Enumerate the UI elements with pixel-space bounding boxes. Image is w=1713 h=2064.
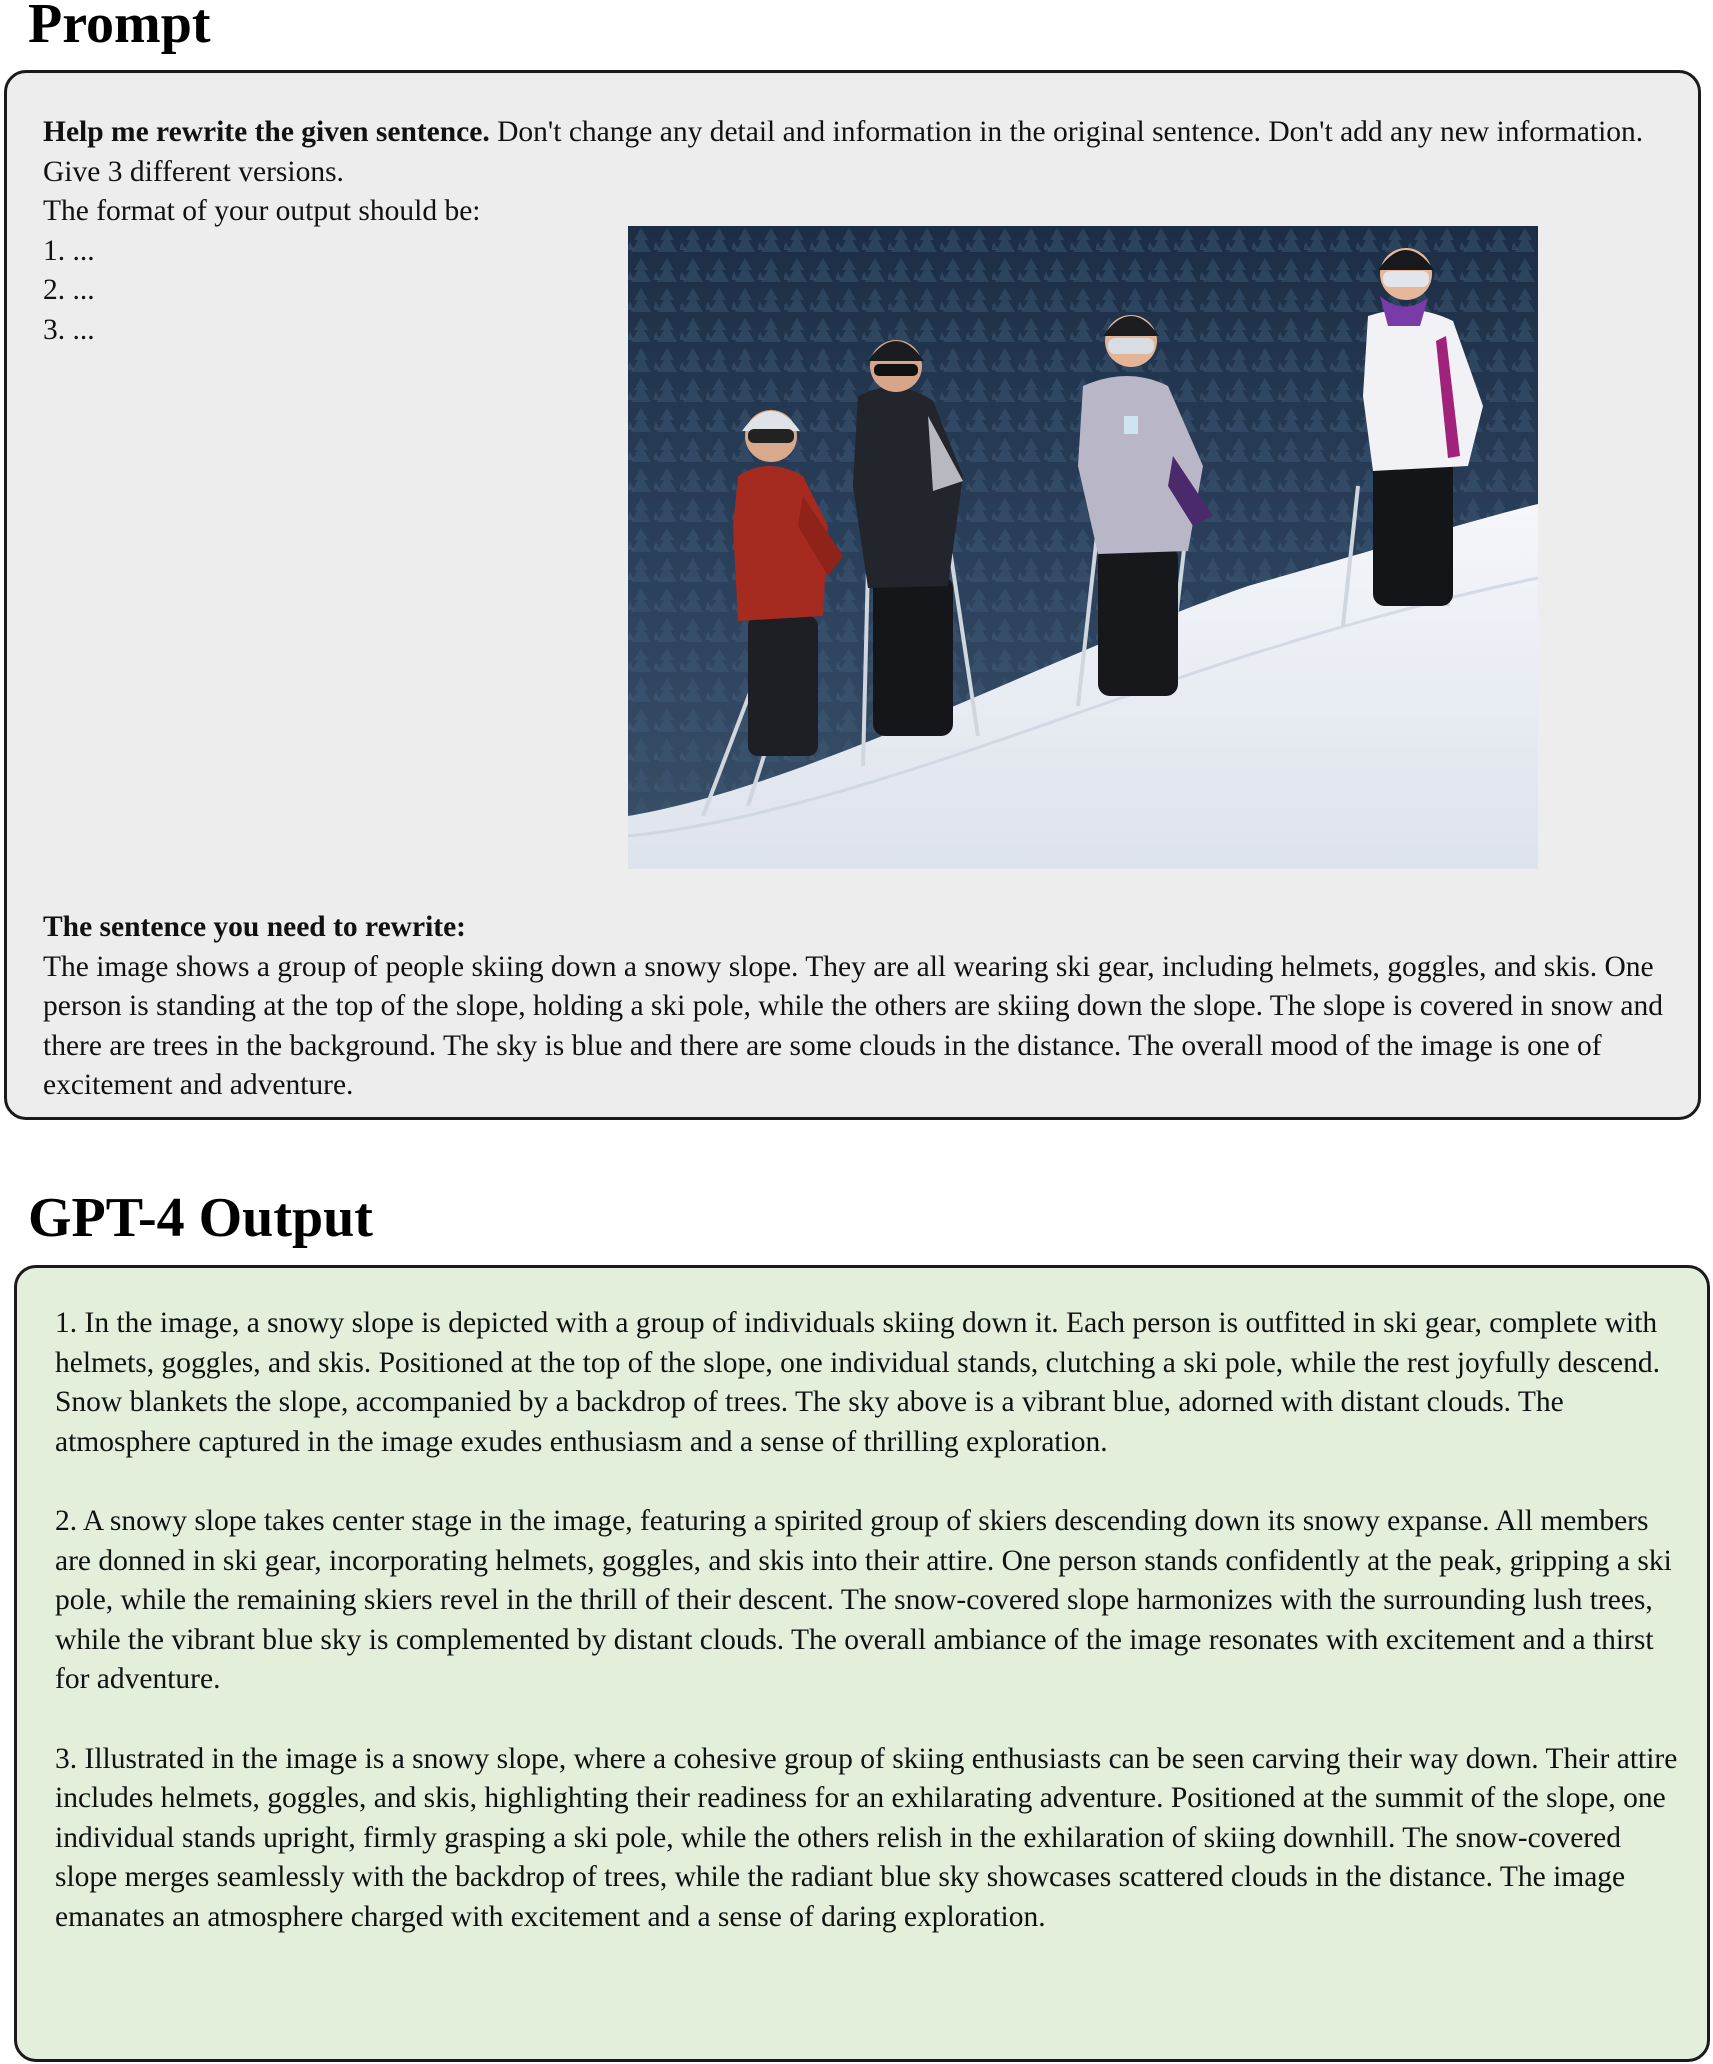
instruction-text [43, 113, 1683, 192]
sentence-label: The sentence you need to rewrite: [43, 911, 467, 943]
instruction-rest: Don't change any detail and information in the original sentence. Don't add any new information. Give 3 different versions. [43, 116, 1644, 188]
output-panel [14, 1265, 1710, 2062]
skiers-photo [628, 226, 1538, 869]
output-version-2: 2. A snowy slope takes center stage in the image, featuring a spirited group of skiers descending down its snowy expanse. All members are donned in ski gear, incorporating helmets, goggles, and skis into their attire. One person stands confidently at the peak, gripping a ski pole, while the remaining skiers revel in the thrill of their descent. The snow-covered slope harmonizes with the surrounding lush trees, while the vibrant blue sky is complemented by distant clouds. The overall ambiance of the image resonates with excitement and a thirst for adventure. [55, 1504, 1672, 1696]
format-item: 1. ... [43, 234, 95, 267]
format-item: 3. ... [43, 313, 95, 346]
sentence-text: The image shows a group of people skiing down a snowy slope. They are all wearing ski gear, including helmets, goggles, and skis. One person is standing at the top of the slope, holding a ski pole, while the others are skiing down the slope. The slope is covered in snow and there are trees in the background. The sky is blue and there are some clouds in the distance. The overall mood of the image is one of excitement and adventure. [43, 950, 1664, 1102]
format-line: The format of your output should be: [43, 195, 481, 228]
instruction-bold: Help me rewrite the given sentence. [43, 116, 490, 148]
output-block [55, 1304, 1685, 1977]
output-version-3: 3. Illustrated in the image is a snowy slope, where a cohesive group of skiing enthusiasts can be seen carving their way down. Their attire includes helmets, goggles, and skis, highlighting their readiness for an exhilarating adventure. Positioned at the summit of the slope, one individual stands upright, firmly grasping a ski pole, while the others relish in the exhilaration of skiing downhill. The snow-covered slope merges seamlessly with the backdrop of trees, while the radiant blue sky showcases scattered clouds in the distance. The image emanates an atmosphere charged with excitement and a sense of daring exploration. [55, 1742, 1678, 1933]
prompt-heading: Prompt [28, 0, 211, 55]
output-heading: GPT-4 Output [28, 1187, 373, 1249]
output-version-1: 1. In the image, a snowy slope is depicted with a group of individuals skiing down it. Each person is outfitted in ski gear, complete with helmets, goggles, and skis. Positioned at the top of the slope, one individual stands, clutching a ski pole, while the rest joyfully descend. Snow blankets the slope, accompanied by a backdrop of trees. The sky above is a vibrant blue, adorned with distant clouds. The atmosphere captured in the image exudes enthusiasm and a sense of thrilling exploration. [55, 1307, 1661, 1458]
sentence-block [43, 908, 1683, 1106]
prompt-panel [4, 70, 1701, 1120]
format-item: 2. ... [43, 274, 95, 307]
